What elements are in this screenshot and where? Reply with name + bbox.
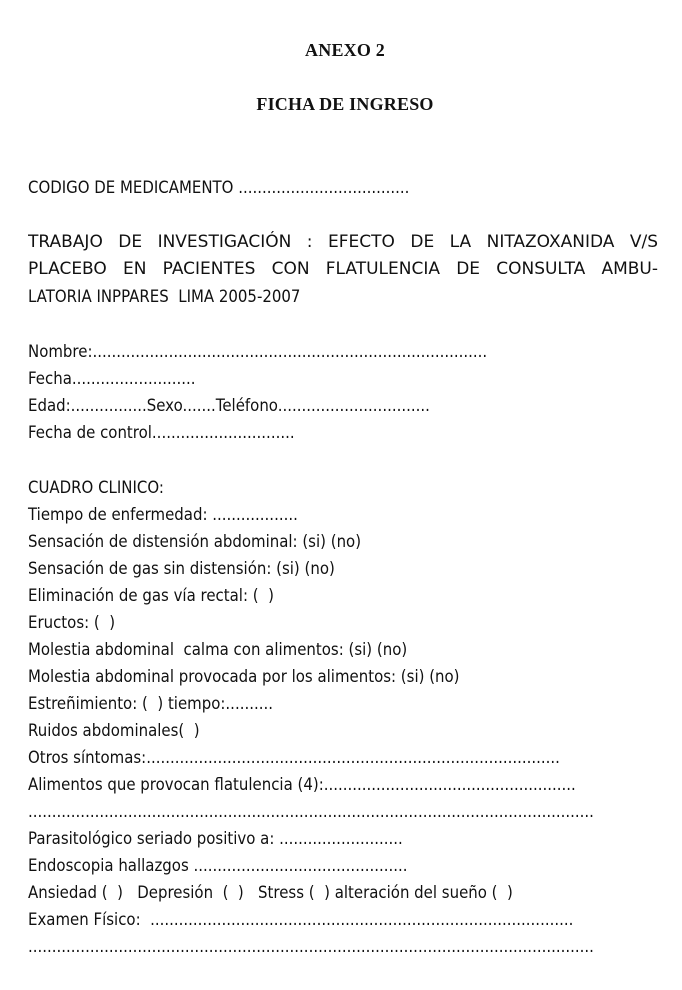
parasitology-field[interactable]: Parasitológico seriado positivo a: ..........................	[28, 829, 403, 849]
age-sex-phone-field[interactable]: Edad:................Sexo.......Teléfono................................	[28, 396, 430, 416]
study-title-line-3: LATORIA INPPARES LIMA 2005-2007	[28, 287, 301, 307]
date-field[interactable]: Fecha..........................	[28, 369, 196, 389]
flatulence-foods-continuation[interactable]: .......................................................................................................................	[28, 802, 594, 822]
belching-field[interactable]: Eructos: ( )	[28, 613, 116, 633]
medication-code-field[interactable]: CODIGO DE MEDICAMENTO ....................................	[28, 178, 410, 198]
annex-heading: ANEXO 2	[305, 40, 385, 60]
other-symptoms-field[interactable]: Otros síntomas:.......................................................................................	[28, 748, 560, 768]
endoscopy-field[interactable]: Endoscopia hallazgos .............................................	[28, 856, 408, 876]
name-field[interactable]: Nombre:...................................................................................	[28, 342, 488, 362]
flatulence-foods-field[interactable]: Alimentos que provocan flatulencia (4):.....................................................	[28, 775, 576, 795]
physical-exam-field[interactable]: Examen Físico: .........................................................................................	[28, 910, 574, 930]
study-title	[28, 229, 658, 283]
illness-duration-field[interactable]: Tiempo de enfermedad: ..................	[28, 505, 298, 525]
study-title-line-2: PLACEBO EN PACIENTES CON FLATULENCIA DE CONSULTA AMBU-	[28, 259, 658, 279]
discomfort-provoked-field[interactable]: Molestia abdominal provocada por los alimentos: (si) (no)	[28, 667, 460, 687]
clinical-heading: CUADRO CLINICO:	[28, 478, 164, 498]
abdominal-distension-field[interactable]: Sensación de distensión abdominal: (si) (no)	[28, 532, 362, 552]
gas-sensation-field[interactable]: Sensación de gas sin distensión: (si) (no)	[28, 559, 335, 579]
physical-exam-continuation[interactable]: .......................................................................................................................	[28, 937, 594, 957]
discomfort-relieved-field[interactable]: Molestia abdominal calma con alimentos: (si) (no)	[28, 640, 408, 660]
study-title-line-1: TRABAJO DE INVESTIGACIÓN : EFECTO DE LA NITAZOXANIDA V/S	[28, 232, 658, 252]
constipation-field[interactable]: Estreñimiento: ( ) tiempo:..........	[28, 694, 273, 714]
psych-conditions-field[interactable]: Ansiedad ( ) Depresión ( ) Stress ( ) alteración del sueño ( )	[28, 883, 513, 903]
rectal-gas-field[interactable]: Eliminación de gas vía rectal: ( )	[28, 586, 274, 606]
control-date-field[interactable]: Fecha de control..............................	[28, 423, 295, 443]
abdominal-noises-field[interactable]: Ruidos abdominales( )	[28, 721, 200, 741]
form-title: FICHA DE INGRESO	[256, 94, 434, 114]
